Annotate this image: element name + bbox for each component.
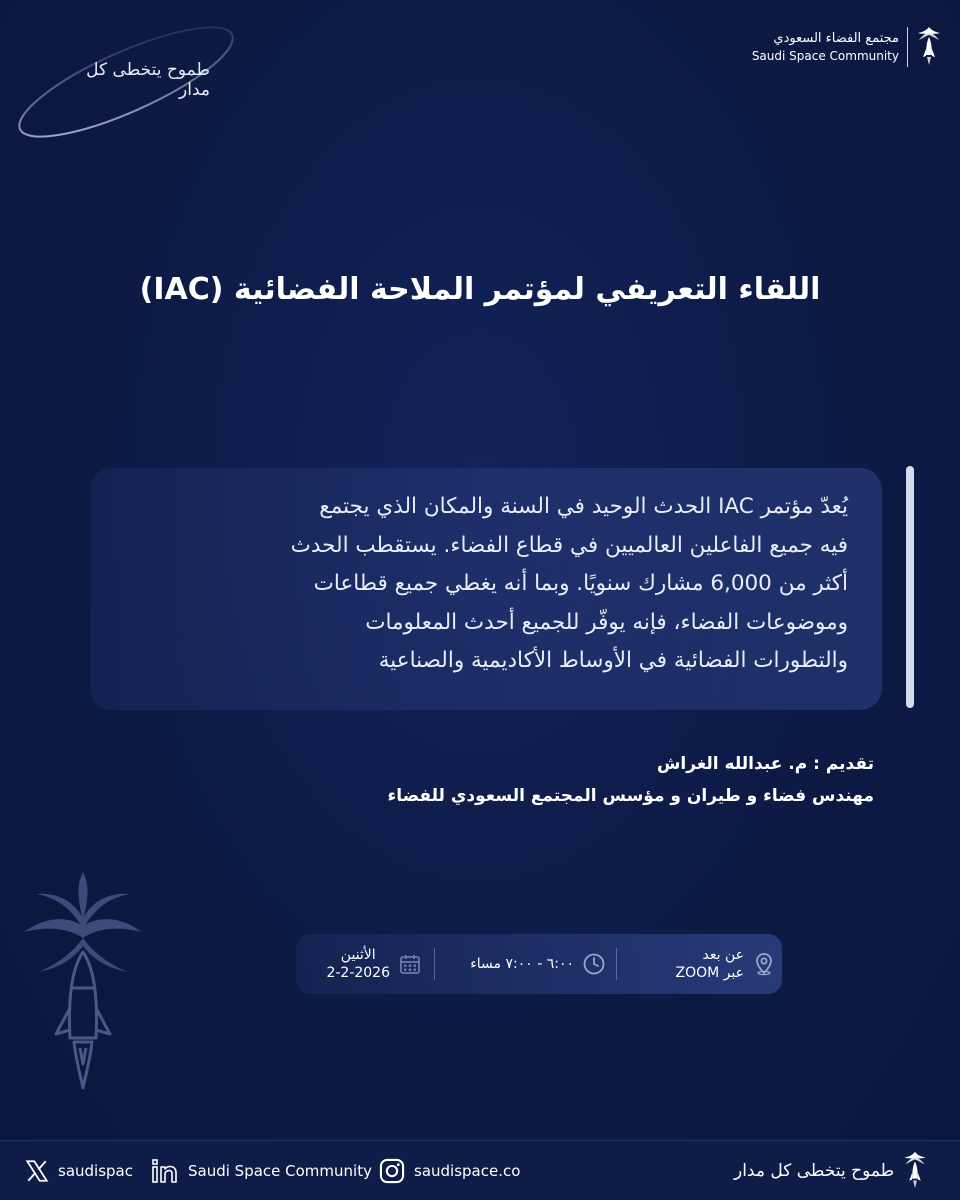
- description-text: [120, 488, 848, 681]
- palm-rocket-logo-icon: [902, 1150, 928, 1192]
- linkedin-icon: [152, 1158, 180, 1184]
- info-separator: [434, 948, 435, 980]
- description-line: وموضوعات الفضاء، فإنه يوفّر للجميع أحدث المعلومات: [365, 609, 848, 635]
- header-slogan: طموح يتخطى كل مدار: [86, 60, 210, 100]
- event-location: [656, 934, 776, 994]
- presenter-title: مهندس فضاء و طيران و مؤسس المجتمع السعودي للفضاء: [387, 786, 874, 806]
- description-card: [90, 468, 882, 710]
- info-separator: [616, 948, 617, 980]
- logo-arabic-name: مجتمع الفضاء السعودي: [773, 31, 899, 46]
- presenter-info: [254, 748, 874, 812]
- page-title: اللقاء التعريفي لمؤتمر الملاحة الفضائية (IAC): [139, 272, 821, 307]
- calendar-icon: [398, 952, 422, 976]
- description-line: أكثر من 6,000 مشارك سنويًا. وبما أنه يغطي جميع قطاعات: [313, 571, 848, 596]
- location-pin-icon: [752, 952, 776, 976]
- event-location-line2: عبر ZOOM: [675, 965, 744, 981]
- clock-icon: [582, 952, 606, 976]
- palm-rocket-decoration-icon: [18, 868, 148, 1098]
- logo-english-name: Saudi Space Community: [751, 49, 899, 63]
- presenter-name: تقديم : م. عبدالله الغراش: [656, 754, 874, 774]
- event-time: [446, 934, 606, 994]
- website-url: saudispace.co: [414, 1162, 521, 1180]
- footer-brand: [734, 1141, 928, 1200]
- event-date-value: 2-2-2026: [326, 965, 390, 981]
- event-day: الأثنين: [340, 947, 376, 963]
- card-accent-bar: [906, 466, 914, 708]
- description-line: فيه جميع الفاعلين العالميين في قطاع الفضاء. يستقطب الحدث: [290, 532, 848, 558]
- event-time-label: ٦:٠٠ - ٧:٠٠ مساء: [470, 956, 574, 972]
- instagram-icon: [378, 1157, 406, 1185]
- footer: [0, 1140, 960, 1200]
- logo: [752, 24, 942, 70]
- description-line: يُعدّ مؤتمر IAC الحدث الوحيد في السنة والمكان الذي يجتمع: [319, 494, 848, 519]
- linkedin-name: Saudi Space Community: [188, 1162, 372, 1180]
- event-location-line1: عن بعد: [702, 947, 744, 963]
- x-logo-icon: [24, 1158, 50, 1184]
- x-handle: saudispac: [58, 1162, 133, 1180]
- palm-rocket-logo-icon: [916, 25, 942, 69]
- website-link[interactable]: [378, 1141, 520, 1200]
- footer-slogan: طموح يتخطى كل مدار: [734, 1161, 895, 1181]
- x-link[interactable]: [24, 1141, 133, 1200]
- description-line: والتطورات الفضائية في الأوساط الأكاديمية والصناعية: [378, 648, 848, 673]
- event-date: [296, 934, 422, 994]
- linkedin-link[interactable]: [152, 1141, 372, 1200]
- logo-divider: [907, 27, 908, 67]
- event-info-bar: [296, 934, 782, 994]
